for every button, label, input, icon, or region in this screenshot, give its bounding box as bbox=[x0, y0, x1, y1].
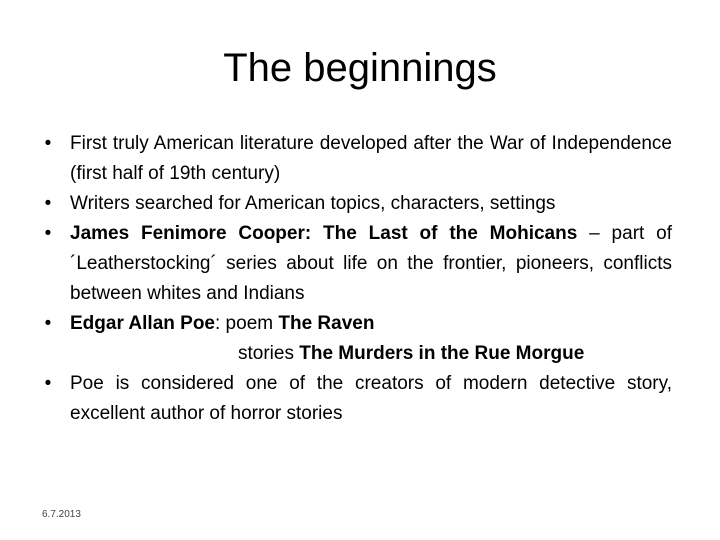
slide-title: The beginnings bbox=[223, 46, 497, 90]
bullet-item-5 bbox=[36, 369, 672, 429]
footer-date: 6.7.2013 bbox=[42, 509, 81, 520]
bullet-bold-text: James Fenimore Cooper: The Last of the Mohicans bbox=[70, 223, 578, 244]
bullet-text: – part of ´Leatherstocking´ series about life on the frontier, pioneers, conflicts between whites and Indians bbox=[70, 223, 672, 304]
bullet-icon: • bbox=[44, 193, 52, 214]
bullet-item-4 bbox=[36, 309, 672, 369]
work-title: The Raven bbox=[278, 313, 375, 334]
bullet-text: First truly American literature developed after the War of Independence (first half of 19th century) bbox=[70, 133, 672, 184]
bullet-text: Writers searched for American topics, characters, settings bbox=[70, 193, 556, 214]
bullet-continuation-line bbox=[70, 339, 672, 369]
bullet-text: : poem bbox=[215, 313, 279, 334]
bullet-item-3 bbox=[36, 219, 672, 309]
work-title: The Murders in the Rue Morgue bbox=[299, 343, 585, 364]
bullet-icon: • bbox=[44, 223, 52, 244]
bullet-item-1 bbox=[36, 129, 672, 189]
bullet-text: Poe is considered one of the creators of modern detective story, excellent author of horror stories bbox=[70, 373, 672, 424]
bullet-list bbox=[36, 129, 672, 429]
bullet-text: stories bbox=[238, 343, 300, 364]
bullet-icon: • bbox=[44, 373, 52, 394]
bullet-item-2 bbox=[36, 189, 672, 219]
bullet-icon: • bbox=[44, 313, 52, 334]
author-name: Edgar Allan Poe bbox=[70, 313, 215, 334]
bullet-icon: • bbox=[44, 133, 52, 154]
